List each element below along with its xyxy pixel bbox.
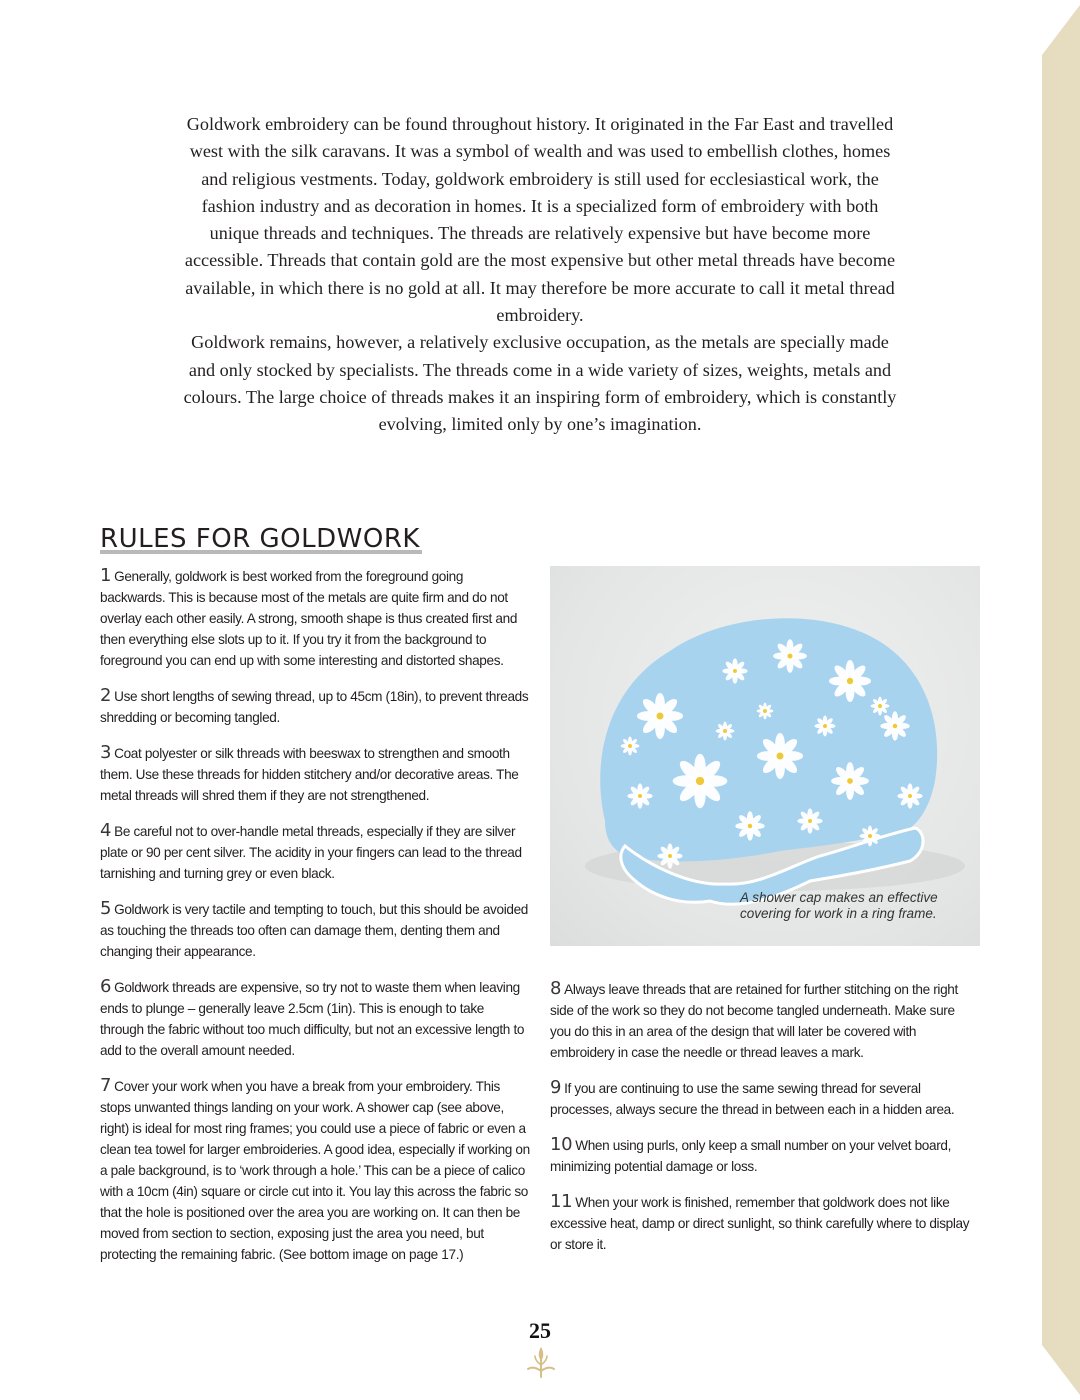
page-edge-band-shape: [1042, 5, 1080, 1395]
rule-number: 5: [100, 898, 112, 919]
daisy: [831, 762, 869, 800]
rule-text: Goldwork threads are expensive, so try not to waste them when leaving ends to plunge – generally leave 2.5cm (1in). This is enough to take through the fabric without too much difficulty, but not an excessive length to add to the overall amount needed.: [100, 980, 525, 1058]
rule-text: Generally, goldwork is best worked from the foreground going backwards. This is because most of the metals are quite firm and do not overlay each other easily. A strong, smooth shape is thus created first and then everything else slots up to it. If you try it from the background to foreground you can end up with some interesting and distorted shapes.: [100, 569, 518, 668]
rule-text: Coat polyester or silk threads with beeswax to strengthen and smooth them. Use these threads for hidden stitchery and/or decorative areas. The metal threads will shred them if they are not strengthened.: [100, 746, 519, 803]
daisy: [880, 711, 909, 740]
rule-item: [100, 1075, 530, 1265]
rule-number: 7: [100, 1075, 112, 1096]
daisy: [627, 783, 652, 808]
daisy: [716, 722, 735, 741]
section-heading: RULES FOR GOLDWORK: [100, 524, 420, 554]
daisy: [815, 716, 836, 737]
rule-item: [100, 976, 530, 1061]
rule-text: Be careful not to over-handle metal threads, especially if they are silver plate or 90 per cent silver. The acidity in your fingers can lead to the thread tarnishing and turning grey or even black.: [100, 824, 522, 881]
rules-column-left: [100, 565, 530, 1279]
rule-number: 1: [100, 565, 112, 586]
rule-number: 3: [100, 742, 112, 763]
rules-column-right: [550, 978, 970, 1269]
daisy: [897, 783, 922, 808]
rule-item: [550, 1191, 970, 1255]
rule-number: 2: [100, 685, 112, 706]
photo-caption: A shower cap makes an effective covering for work in a ring frame.: [740, 890, 938, 921]
rule-number: 6: [100, 976, 112, 997]
daisy: [757, 703, 774, 720]
wheat-icon: [526, 1343, 556, 1379]
rule-item: [550, 1134, 970, 1177]
intro-paragraph-2: Goldwork remains, however, a relatively exclusive occupation, as the metals are specially made and only stocked by specialists. The threads come in a wide variety of sizes, weights, metals and colours. The large choice of threads makes it an inspiring form of embroidery, which is constantly evolving, limited only by one’s imagination.: [183, 332, 897, 435]
intro-paragraph-1: Goldwork embroidery can be found throughout history. It originated in the Far East and travelled west with the silk caravans. It was a symbol of wealth and was used to embellish clothes, homes and religious vestments. Today, goldwork embroidery is still used for ecclesiastical work, the fashion industry and as decoration in homes. It is a specialized form of embroidery with both unique threads and techniques. The threads are relatively expensive but have become more accessible. Threads that contain gold are the most expensive but other metal threads have become available, in which there is no gold at all. It may therefore be more accurate to call it metal thread embroidery.: [184, 114, 896, 326]
daisy: [657, 843, 682, 868]
rule-item: [550, 978, 970, 1063]
daisy: [722, 658, 747, 683]
rule-item: [100, 565, 530, 671]
rule-number: 8: [550, 978, 562, 999]
rule-item: [550, 1077, 970, 1120]
rule-text: When your work is finished, remember that goldwork does not like excessive heat, damp or direct sunlight, so think carefully where to display or store it.: [550, 1195, 970, 1252]
shower-cap-photo: [550, 566, 980, 946]
rule-text: When using purls, only keep a small number on your velvet board, minimizing potential damage or loss.: [550, 1138, 952, 1174]
daisy: [757, 733, 803, 779]
daisy: [637, 693, 683, 739]
page-number: 25: [529, 1318, 551, 1343]
rule-item: [100, 820, 530, 884]
daisy: [797, 808, 822, 833]
rule-number: 4: [100, 820, 112, 841]
rule-text: Goldwork is very tactile and tempting to touch, but this should be avoided as touching the threads too often can damage them, denting them and changing their appearance.: [100, 902, 528, 959]
shower-cap-illustration: [550, 566, 980, 946]
daisy: [860, 826, 881, 847]
rule-text: Always leave threads that are retained for further stitching on the right side of the work so they do not become tangled underneath. Make sure you do this in an area of the design that will later be covered with embroidery in case the needle or thread leaves a mark.: [550, 982, 958, 1060]
daisy: [829, 660, 871, 702]
daisy: [871, 697, 890, 716]
rule-item: [100, 742, 530, 806]
daisy: [773, 639, 807, 673]
rule-number: 9: [550, 1077, 562, 1098]
rule-number: 11: [550, 1191, 573, 1212]
daisy: [735, 811, 764, 840]
daisy: [621, 737, 640, 756]
rule-item: [100, 898, 530, 962]
rule-text: If you are continuing to use the same sewing thread for several processes, always secure the thread in between each in a hidden area.: [550, 1081, 955, 1117]
daisy: [673, 754, 728, 809]
intro-text: [182, 111, 898, 439]
rule-number: 10: [550, 1134, 573, 1155]
page-edge-band: [1040, 0, 1080, 1400]
rule-text: Use short lengths of sewing thread, up to 45cm (18in), to prevent threads shredding or becoming tangled.: [100, 689, 529, 725]
rule-item: [100, 685, 530, 728]
rule-text: Cover your work when you have a break from your embroidery. This stops unwanted things landing on your work. A shower cap (see above, right) is ideal for most ring frames; you could use a piece of fabric or even a clean tea towel for larger embroideries. A good idea, especially if working on a pale background, is to ‘work through a hole.’ This can be a piece of calico with a 10cm (4in) square or circle cut into it. You lay this across the fabric so that the hole is positioned over the area you are working on. It can then be moved from section to section, exposing just the area you need, but protecting the remaining fabric. (See bottom image on page 17.): [100, 1079, 530, 1262]
